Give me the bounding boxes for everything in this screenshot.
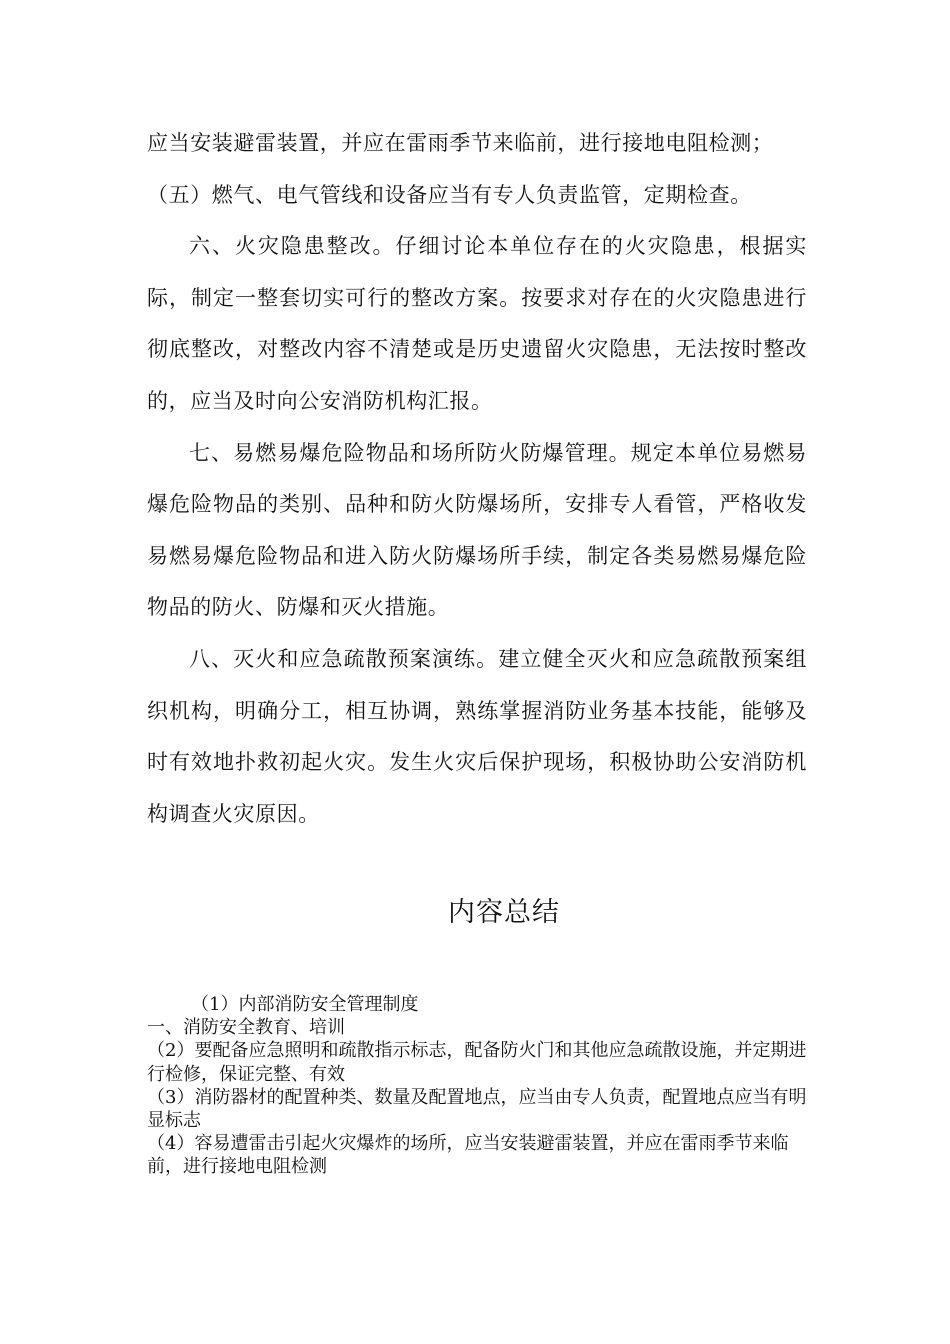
paragraph-section-seven: 七、易燃易爆危险物品和场所防火防爆管理。规定本单位易燃易爆危险物品的类别、品种和防火防爆场所，安排专人看管，严格收发易燃易爆危险物品和进入防火防爆场所手续，制定各类易燃易爆危险物品的防火、防爆和灭火措施。 [147,440,807,620]
summary-line: （2）要配备应急照明和疏散指示标志，配备防火门和其他应急疏散设施，并定期进行检修，保证完整、有效 [147,1040,807,1085]
summary-block [147,993,807,1179]
paragraph-section-six: 六、火灾隐患整改。仔细讨论本单位存在的火灾隐患，根据实际，制定一整套切实可行的整改方案。按要求对存在的火灾隐患进行彻底整改，对整改内容不清楚或是历史遗留火灾隐患，无法按时整改的，应当及时向公安消防机构汇报。 [147,234,807,413]
summary-line: （4）容易遭雷击引起火灾爆炸的场所，应当安装避雷装置，并应在雷雨季节来临前，进行接地电阻检测 [147,1133,789,1178]
body-text [147,118,807,840]
paragraph: 应当安装避雷装置，并应在雷雨季节来临前，进行接地电阻检测； [147,131,774,155]
summary-line: （3）消防器材的配置种类、数量及配置地点，应当由专人负责，配置地点应当有明显标志 [147,1086,807,1132]
paragraph: （五）燃气、电气管线和设备应当有专人负责监管，定期检查。 [147,182,752,207]
summary-line: 一、消防安全教育、培训 [147,1017,345,1039]
summary-line: （1）内部消防安全管理制度 [191,994,419,1015]
paragraph-section-eight: 八、灭火和应急疏散预案演练。建立健全灭火和应急疏散预案组织机构，明确分工，相互协调，熟练掌握消防业务基本技能，能够及时有效地扑救初起火灾。发生火灾后保护现场，积极协助公安消防机构调查火灾原因。 [147,646,807,826]
summary-title: 内容总结 [448,897,560,928]
